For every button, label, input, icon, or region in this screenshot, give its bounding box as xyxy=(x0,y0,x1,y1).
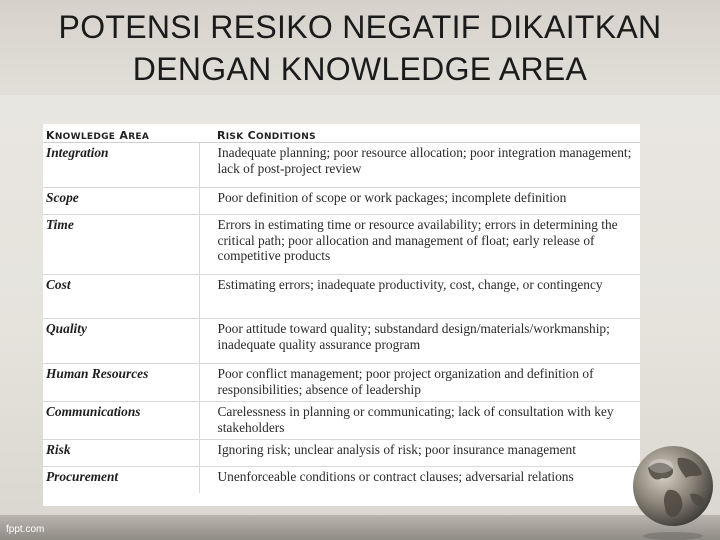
table-row xyxy=(43,402,640,440)
area-cell: Communications xyxy=(43,402,199,440)
area-cell: Quality xyxy=(43,319,199,364)
table-row xyxy=(43,467,640,493)
area-cell: Cost xyxy=(43,275,199,319)
table-row xyxy=(43,275,640,319)
area-cell: Scope xyxy=(43,188,199,215)
table-row xyxy=(43,319,640,364)
table-row xyxy=(43,143,640,188)
title-line-1: POTENSI RESIKO NEGATIF DIKAITKAN xyxy=(58,9,662,45)
table-row xyxy=(43,188,640,215)
condition-cell: Poor attitude toward quality; substandard design/materials/workmanship; inadequate quality assurance program xyxy=(199,319,640,364)
area-cell: Procurement xyxy=(46,469,119,484)
table-header-row xyxy=(43,124,640,143)
area-cell: Integration xyxy=(43,143,199,188)
condition-cell: Unenforceable conditions or contract clauses; adversarial relations xyxy=(199,467,640,493)
condition-cell: Carelessness in planning or communicating; lack of consultation with key stakeholders xyxy=(199,402,640,440)
title-line-2: DENGAN KNOWLEDGE AREA xyxy=(132,51,588,87)
condition-cell: Errors in estimating time or resource availability; errors in determining the critical path; poor allocation and management of float; early release of competitive products xyxy=(199,215,640,275)
condition-cell: Ignoring risk; unclear analysis of risk; poor insurance management xyxy=(199,440,640,467)
risk-table xyxy=(43,124,640,506)
condition-cell: Inadequate planning; poor resource allocation; poor integration management; lack of post-project review xyxy=(199,143,640,188)
table-row xyxy=(43,215,640,275)
area-cell: Time xyxy=(43,215,199,275)
table-row xyxy=(43,440,640,467)
condition-cell: Estimating errors; inadequate productivity, cost, change, or contingency xyxy=(199,275,640,319)
footer-credit: fppt.com xyxy=(6,524,45,535)
header-knowledge-area: KNOWLEDGE AREA xyxy=(43,124,199,143)
globe-icon xyxy=(628,438,718,540)
table-row xyxy=(43,364,640,402)
condition-cell: Poor definition of scope or work packages; incomplete definition xyxy=(199,188,640,215)
header-risk-conditions: RISK CONDITIONS xyxy=(199,124,640,143)
area-cell: Human Resources xyxy=(43,364,199,402)
area-cell: Risk xyxy=(43,440,199,467)
condition-cell: Poor conflict management; poor project organization and definition of responsibilities; absence of leadership xyxy=(199,364,640,402)
page-title xyxy=(0,6,720,90)
bottom-strip xyxy=(0,515,720,540)
